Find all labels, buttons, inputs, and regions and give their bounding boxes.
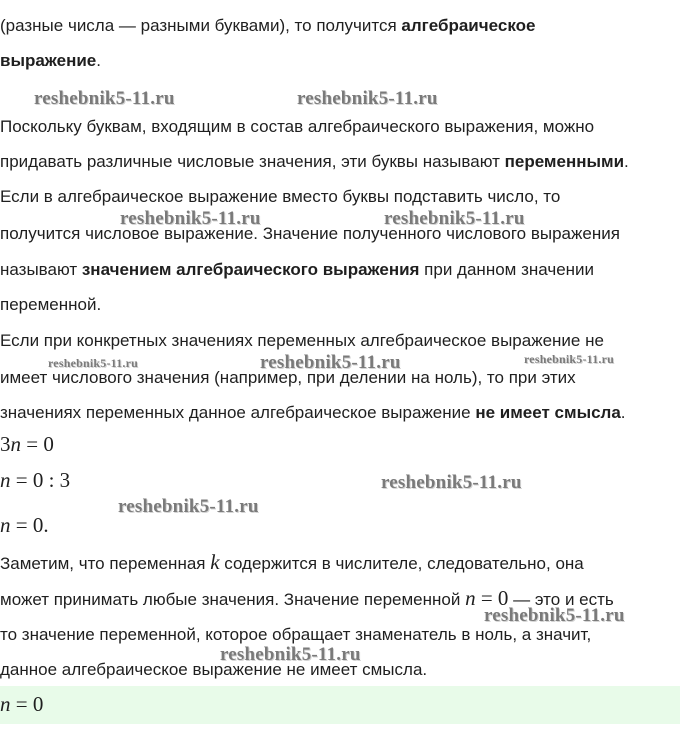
bold-term: алгебраическое	[401, 16, 536, 35]
watermark: reshebnik5-11.ru	[524, 352, 614, 366]
watermark: reshebnik5-11.ru	[384, 208, 525, 229]
bold-term: выражение	[0, 51, 97, 70]
math-equation: n = 0.	[0, 513, 49, 537]
math-equation: n = 0 : 3	[0, 468, 71, 492]
paragraph-line: значениях переменных данное алгебраическое выражение не имеет смысла.	[0, 403, 626, 422]
paragraph-line: Если при конкретных значениях переменных алгебраическое выражение не	[0, 331, 604, 350]
paragraph-line: имеет числового значения (например, при делении на ноль), то при этих	[0, 368, 576, 387]
math-equation: 3n = 0	[0, 432, 54, 456]
watermark: reshebnik5-11.ru	[118, 496, 259, 517]
watermark: reshebnik5-11.ru	[34, 88, 175, 109]
paragraph-line: переменной.	[0, 295, 102, 314]
paragraph-line: называют значением алгебраического выражения при данном значении	[0, 260, 595, 279]
watermark: reshebnik5-11.ru	[48, 356, 138, 370]
watermark: reshebnik5-11.ru	[220, 644, 361, 665]
paragraph-line: Заметим, что переменная k содержится в числителе, следовательно, она	[0, 550, 584, 574]
paragraph-line: то значение переменной, которое обращает знаменатель в ноль, а значит,	[0, 625, 592, 644]
bold-term: не имеет смысла	[475, 403, 621, 422]
watermark: reshebnik5-11.ru	[484, 605, 625, 626]
answer-box	[0, 686, 680, 724]
watermark: reshebnik5-11.ru	[120, 208, 261, 229]
bold-term: значением алгебраического выражения	[81, 260, 420, 279]
paragraph-line: Если в алгебраическое выражение вместо буквы подставить число, то	[0, 187, 561, 206]
paragraph-line: данное алгебраическое выражение не имеет смысла.	[0, 660, 428, 679]
math-inline: n = 0	[465, 586, 509, 610]
watermark: reshebnik5-11.ru	[297, 88, 438, 109]
answer-equation: n = 0	[0, 692, 44, 716]
bold-term: переменными	[504, 152, 625, 171]
paragraph-line: получится числовое выражение. Значение полученного числового выражения	[0, 224, 620, 243]
paragraph-line: может принимать любые значения. Значение переменной n = 0 — это и есть	[0, 586, 614, 610]
math-variable: k	[210, 550, 220, 574]
watermark: reshebnik5-11.ru	[381, 472, 522, 493]
watermark: reshebnik5-11.ru	[260, 352, 401, 373]
paragraph-line: выражение.	[0, 51, 101, 70]
paragraph-line: придавать различные числовые значения, эти буквы называют переменными.	[0, 152, 629, 171]
paragraph-line: (разные числа — разными буквами), то получится алгебраическое	[0, 16, 536, 35]
paragraph-line: Поскольку буквам, входящим в состав алгебраического выражения, можно	[0, 117, 595, 136]
